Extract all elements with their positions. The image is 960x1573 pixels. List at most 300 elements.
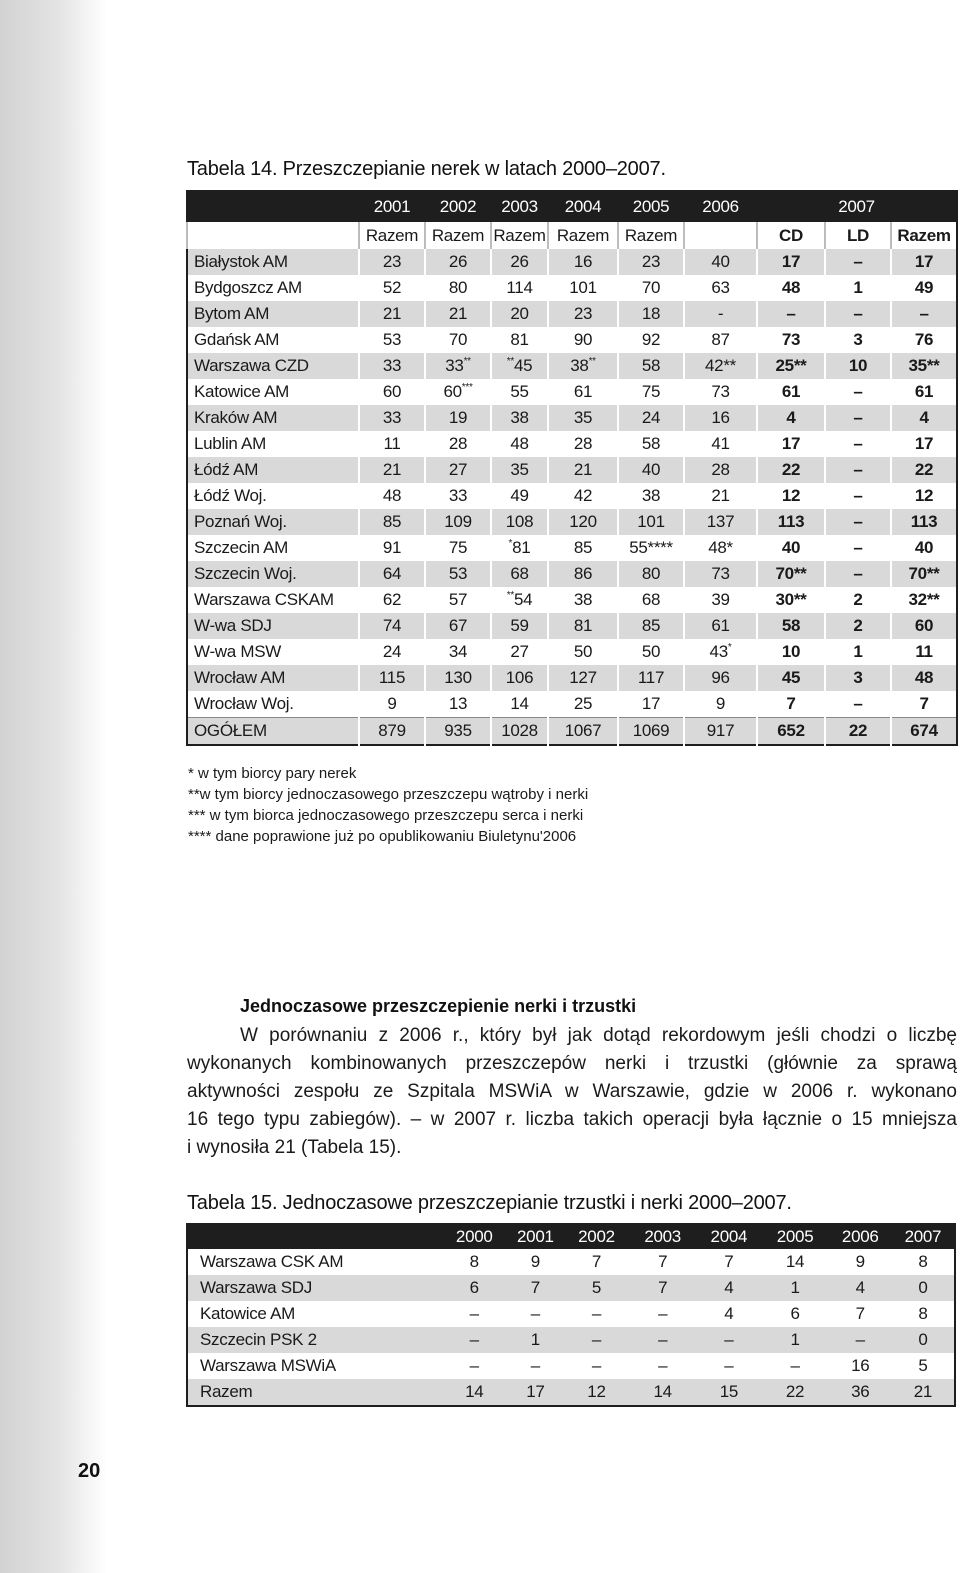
footnotes	[188, 763, 588, 847]
cell-value: 74	[382, 616, 402, 635]
year-header: 2007	[757, 191, 957, 222]
year-header: 2001	[507, 1224, 564, 1249]
table-cell	[548, 249, 618, 275]
cell-value: 21	[382, 460, 402, 479]
cell-value: 25	[573, 694, 593, 713]
cell-value: 70**	[775, 564, 807, 583]
table-cell	[618, 249, 684, 275]
cell-value: 58	[641, 434, 661, 453]
cell-value: 35	[510, 460, 529, 479]
table15	[186, 1223, 956, 1407]
row-label: Bydgoszcz AM	[187, 275, 359, 301]
cell-value: 22	[914, 460, 934, 479]
table-cell	[359, 327, 425, 353]
row-label: W-wa SDJ	[187, 613, 359, 639]
table-cell	[684, 379, 757, 405]
table-cell	[548, 718, 618, 746]
cell-value: 70	[448, 330, 468, 349]
table-cell: 7	[507, 1275, 564, 1301]
sub-header: Razem	[618, 222, 684, 249]
table-cell	[757, 535, 825, 561]
cell-value: 68	[641, 590, 661, 609]
cell-value: 23	[573, 304, 593, 323]
table-cell	[891, 665, 957, 691]
footnote-mark: **	[588, 356, 596, 367]
cell-value: 14	[510, 694, 529, 713]
table-cell	[684, 301, 757, 327]
cell-value: 96	[711, 668, 730, 687]
cell-value: 87	[711, 330, 730, 349]
cell-value: 48	[510, 434, 529, 453]
cell-value: 22	[848, 721, 868, 740]
section-paragraph	[187, 1022, 957, 1162]
table-cell	[618, 405, 684, 431]
table-cell	[825, 509, 891, 535]
table-cell	[757, 301, 825, 327]
cell-value: 21	[448, 304, 468, 323]
row-label: Szczecin PSK 2	[187, 1327, 442, 1353]
cell-value: 12	[781, 486, 801, 505]
table-cell	[618, 509, 684, 535]
cell-value: 1069	[632, 721, 670, 740]
cell-value: 917	[706, 721, 735, 740]
cell-value: 106	[505, 668, 534, 687]
cell-value: 113	[910, 512, 938, 531]
table-cell: 6	[442, 1275, 507, 1301]
table-cell	[359, 509, 425, 535]
cell-value: 70	[641, 278, 661, 297]
table-cell: 1	[761, 1275, 828, 1301]
cell-value: 120	[569, 512, 597, 531]
cell-value: 137	[706, 512, 735, 531]
cell-value: 60	[914, 616, 934, 635]
cell-value: 11	[383, 434, 401, 453]
cell-value: 91	[382, 538, 402, 557]
cell-value: 7	[786, 694, 796, 713]
sub-header	[684, 222, 757, 249]
cell-value: 3	[853, 668, 863, 687]
table-cell	[491, 561, 548, 587]
table-cell: 22	[761, 1379, 828, 1406]
cell-value: 81	[512, 538, 531, 557]
cell-value: 63	[711, 278, 730, 297]
cell-value: 60	[382, 382, 402, 401]
cell-value: 32**	[908, 590, 940, 609]
table-cell	[425, 509, 491, 535]
table-cell	[825, 249, 891, 275]
year-header: 2002	[425, 191, 491, 222]
row-label: Łódź AM	[187, 457, 359, 483]
cell-value: 85	[573, 538, 593, 557]
table-cell: 4	[696, 1275, 761, 1301]
table-cell: 9	[829, 1249, 892, 1275]
table14	[186, 190, 958, 746]
cell-value: –	[853, 564, 863, 583]
table-cell: –	[829, 1327, 892, 1353]
table-cell	[684, 249, 757, 275]
cell-value: 73	[781, 330, 801, 349]
cell-value: 58	[641, 356, 661, 375]
footnote-mark: **	[463, 356, 471, 367]
cell-value: 28	[573, 434, 593, 453]
table-row	[187, 509, 957, 535]
table-row	[187, 301, 957, 327]
table-cell	[757, 353, 825, 379]
paragraph-line: 16 tego typu zabiegów). – w 2007 r. liczba takich operacji była łącznie o 15 mniejsza	[187, 1109, 957, 1130]
table-cell: 5	[564, 1275, 629, 1301]
cell-value: 1	[853, 642, 863, 661]
table-cell	[757, 691, 825, 718]
table-cell	[618, 353, 684, 379]
footnote: **** dane poprawione już po opublikowaniu Biuletynu'2006	[188, 828, 577, 845]
year-header: 2006	[684, 191, 757, 222]
table-cell	[618, 665, 684, 691]
cell-value: 61	[914, 382, 934, 401]
table-row	[187, 457, 957, 483]
table-cell	[548, 691, 618, 718]
cell-value: 4	[919, 408, 929, 427]
row-label: Warszawa MSWiA	[187, 1353, 442, 1379]
footnote-mark: ***	[461, 382, 473, 393]
table-cell	[618, 535, 684, 561]
table-cell	[491, 535, 548, 561]
table-row	[187, 405, 957, 431]
cell-value: 80	[448, 278, 468, 297]
table-cell	[618, 561, 684, 587]
sub-header: Razem	[891, 222, 957, 249]
cell-value: 9	[387, 694, 397, 713]
table15-caption: Tabela 15. Jednoczasowe przeszczepianie trzustki i nerki 2000–2007.	[187, 1192, 792, 1214]
table-cell	[359, 275, 425, 301]
cell-value: 108	[505, 512, 534, 531]
table-cell	[425, 535, 491, 561]
table-cell	[491, 613, 548, 639]
year-header: 2002	[564, 1224, 629, 1249]
table-cell	[825, 457, 891, 483]
table-cell	[757, 613, 825, 639]
table-cell	[891, 718, 957, 746]
table-cell	[548, 327, 618, 353]
cell-value: 10	[781, 642, 801, 661]
sub-header: Razem	[491, 222, 548, 249]
cell-value: 113	[777, 512, 805, 531]
sub-header: LD	[825, 222, 891, 249]
table-cell	[425, 457, 491, 483]
table-cell	[825, 561, 891, 587]
table-row	[187, 1301, 955, 1327]
table-cell: 17	[507, 1379, 564, 1406]
cell-value: 127	[569, 668, 597, 687]
table-cell	[425, 327, 491, 353]
table-cell	[757, 249, 825, 275]
table-cell	[618, 301, 684, 327]
year-header: 2000	[442, 1224, 507, 1249]
cell-value: 73	[711, 564, 730, 583]
cell-value: 53	[448, 564, 468, 583]
table-cell	[891, 691, 957, 718]
cell-value: 59	[510, 616, 529, 635]
table-cell: 36	[829, 1379, 892, 1406]
cell-value: 33	[382, 356, 402, 375]
table-cell	[548, 405, 618, 431]
table-cell	[757, 561, 825, 587]
footnote-mark: *	[508, 538, 513, 549]
cell-value: 90	[573, 330, 593, 349]
table-cell: 7	[629, 1249, 696, 1275]
cell-value: 54	[513, 590, 533, 609]
cell-value: –	[853, 304, 863, 323]
table-cell	[684, 587, 757, 613]
table-cell: 15	[696, 1379, 761, 1406]
table-cell	[425, 379, 491, 405]
table-cell	[684, 353, 757, 379]
table-cell: 16	[829, 1353, 892, 1379]
table-cell	[491, 301, 548, 327]
cell-value: 30**	[775, 590, 807, 609]
table-cell: 8	[892, 1301, 955, 1327]
table-cell	[684, 431, 757, 457]
footnote-mark: **	[506, 590, 514, 601]
table-cell: –	[564, 1353, 629, 1379]
cell-value: 4	[786, 408, 796, 427]
corner-cell	[187, 191, 359, 222]
cell-value: 45	[781, 668, 801, 687]
table-cell	[359, 535, 425, 561]
row-label: Wrocław AM	[187, 665, 359, 691]
table-cell: 21	[892, 1379, 955, 1406]
table-cell	[491, 379, 548, 405]
cell-value: –	[853, 512, 863, 531]
cell-value: 9	[715, 694, 726, 713]
cell-value: –	[853, 486, 863, 505]
table-row	[187, 327, 957, 353]
table-cell: 14	[442, 1379, 507, 1406]
table-cell: 14	[761, 1249, 828, 1275]
table-cell	[757, 718, 825, 746]
table-cell	[359, 405, 425, 431]
cell-value: 16	[573, 252, 593, 271]
table-cell	[359, 379, 425, 405]
section-title: Jednoczasowe przeszczepienie nerki i trzustki	[240, 996, 637, 1016]
table-cell	[825, 379, 891, 405]
cell-value: 92	[641, 330, 661, 349]
table-cell	[491, 509, 548, 535]
row-label: Katowice AM	[187, 379, 359, 405]
table-cell	[618, 691, 684, 718]
table-cell: 7	[696, 1249, 761, 1275]
cell-value: 68	[510, 564, 529, 583]
table-cell	[891, 509, 957, 535]
row-label: Gdańsk AM	[187, 327, 359, 353]
row-label: W-wa MSW	[187, 639, 359, 665]
table-cell	[425, 405, 491, 431]
table-cell	[891, 275, 957, 301]
sub-header: CD	[757, 222, 825, 249]
cell-value: 3	[853, 330, 863, 349]
table-row	[187, 1327, 955, 1353]
table-cell	[548, 301, 618, 327]
table-cell	[684, 639, 757, 665]
cell-value: 50	[573, 642, 593, 661]
cell-value: 2	[853, 590, 863, 609]
cell-value: 19	[448, 408, 468, 427]
corner-cell	[187, 1224, 442, 1249]
table-cell	[548, 353, 618, 379]
table-cell	[618, 483, 684, 509]
cell-value: –	[853, 538, 863, 557]
cell-value: 39	[711, 590, 730, 609]
footnote: *** w tym biorca jednoczasowego przeszczepu serca i nerki	[188, 807, 584, 824]
cell-value: 43	[709, 642, 728, 661]
table-cell	[491, 665, 548, 691]
cell-value: 17	[781, 434, 801, 453]
table-cell: –	[507, 1353, 564, 1379]
cell-value: 67	[448, 616, 468, 635]
table-cell	[825, 535, 891, 561]
table-cell	[618, 379, 684, 405]
table-cell: 7	[564, 1249, 629, 1275]
footnote: * w tym biorcy pary nerek	[188, 765, 357, 782]
table-cell	[618, 613, 684, 639]
year-header: 2003	[629, 1224, 696, 1249]
table-row	[187, 1249, 955, 1275]
table-cell: –	[564, 1327, 629, 1353]
table-cell	[684, 561, 757, 587]
cell-value: –	[853, 434, 863, 453]
cell-value: 61	[711, 616, 730, 635]
table-cell	[425, 483, 491, 509]
table-cell	[425, 301, 491, 327]
year-header: 2004	[696, 1224, 761, 1249]
page-edge-shading	[0, 0, 108, 1573]
row-label: Warszawa SDJ	[187, 1275, 442, 1301]
cell-value: 652	[777, 721, 805, 740]
cell-value: 80	[641, 564, 661, 583]
cell-value: 52	[382, 278, 402, 297]
footnote-mark: *	[727, 642, 732, 653]
table-cell: –	[629, 1353, 696, 1379]
sub-header-corner	[187, 222, 359, 249]
table-cell	[825, 691, 891, 718]
paragraph-line: W porównaniu z 2006 r., który był jak dotąd rekordowym jeśli chodzi o liczbę	[240, 1025, 957, 1046]
table-cell	[891, 327, 957, 353]
cell-value: 48	[781, 278, 801, 297]
year-header: 2004	[548, 191, 618, 222]
cell-value: 12	[914, 486, 934, 505]
row-label: Warszawa CSK AM	[187, 1249, 442, 1275]
cell-value: 42	[573, 486, 593, 505]
table-cell: –	[507, 1301, 564, 1327]
cell-value: 17	[641, 694, 661, 713]
table-row	[187, 561, 957, 587]
cell-value: 33	[445, 356, 464, 375]
row-label: Bytom AM	[187, 301, 359, 327]
table-cell	[491, 639, 548, 665]
table-cell: –	[629, 1327, 696, 1353]
table-cell	[359, 691, 425, 718]
table-cell	[359, 665, 425, 691]
cell-value: 130	[444, 668, 472, 687]
table-cell	[548, 587, 618, 613]
table-cell	[425, 561, 491, 587]
row-label: Katowice AM	[187, 1301, 442, 1327]
cell-value: 40	[781, 538, 801, 557]
table-cell	[491, 405, 548, 431]
table-cell	[825, 639, 891, 665]
cell-value: 109	[444, 512, 472, 531]
cell-value: 38	[510, 408, 529, 427]
table-cell	[684, 613, 757, 639]
table-cell	[548, 613, 618, 639]
table-cell	[684, 691, 757, 718]
cell-value: 34	[448, 642, 468, 661]
table-cell	[548, 431, 618, 457]
table-cell: 1	[507, 1327, 564, 1353]
table-cell: 8	[892, 1249, 955, 1275]
cell-value: 49	[914, 278, 934, 297]
table-cell	[548, 639, 618, 665]
table-cell: 0	[892, 1327, 955, 1353]
table-row	[187, 691, 957, 718]
cell-value: 26	[448, 252, 468, 271]
table-cell	[891, 353, 957, 379]
cell-value: 114	[506, 278, 533, 297]
table-cell	[757, 405, 825, 431]
cell-value: 40	[641, 460, 661, 479]
paragraph-line: i wynosiła 21 (Tabela 15).	[187, 1137, 402, 1158]
year-header: 2005	[761, 1224, 828, 1249]
cell-value: 25**	[775, 356, 807, 375]
table-row	[187, 639, 957, 665]
table-cell	[491, 431, 548, 457]
cell-value: 35	[573, 408, 593, 427]
table-cell: 5	[892, 1353, 955, 1379]
table-cell	[618, 718, 684, 746]
table-cell: –	[629, 1301, 696, 1327]
cell-value: 24	[382, 642, 402, 661]
table-cell	[891, 587, 957, 613]
cell-value: 33	[382, 408, 402, 427]
cell-value: 85	[382, 512, 402, 531]
sub-header: Razem	[359, 222, 425, 249]
cell-value: 35**	[908, 356, 940, 375]
row-label: Szczecin AM	[187, 535, 359, 561]
year-header: 2005	[618, 191, 684, 222]
table-cell	[425, 353, 491, 379]
sub-header: Razem	[425, 222, 491, 249]
table-cell	[825, 275, 891, 301]
table-cell	[359, 587, 425, 613]
cell-value: –	[853, 252, 863, 271]
cell-value: 17	[914, 252, 934, 271]
table-cell	[359, 718, 425, 746]
cell-value: 38	[573, 590, 593, 609]
table-cell: –	[696, 1327, 761, 1353]
table-row	[187, 379, 957, 405]
table-cell	[548, 457, 618, 483]
table-row	[187, 431, 957, 457]
table-cell	[891, 301, 957, 327]
table-cell	[359, 249, 425, 275]
table-cell	[891, 405, 957, 431]
table-cell: 7	[829, 1301, 892, 1327]
table-cell	[425, 718, 491, 746]
cell-value: 23	[382, 252, 402, 271]
table-cell	[359, 301, 425, 327]
table-cell: 12	[564, 1379, 629, 1406]
table-row	[187, 535, 957, 561]
table-cell: 8	[442, 1249, 507, 1275]
